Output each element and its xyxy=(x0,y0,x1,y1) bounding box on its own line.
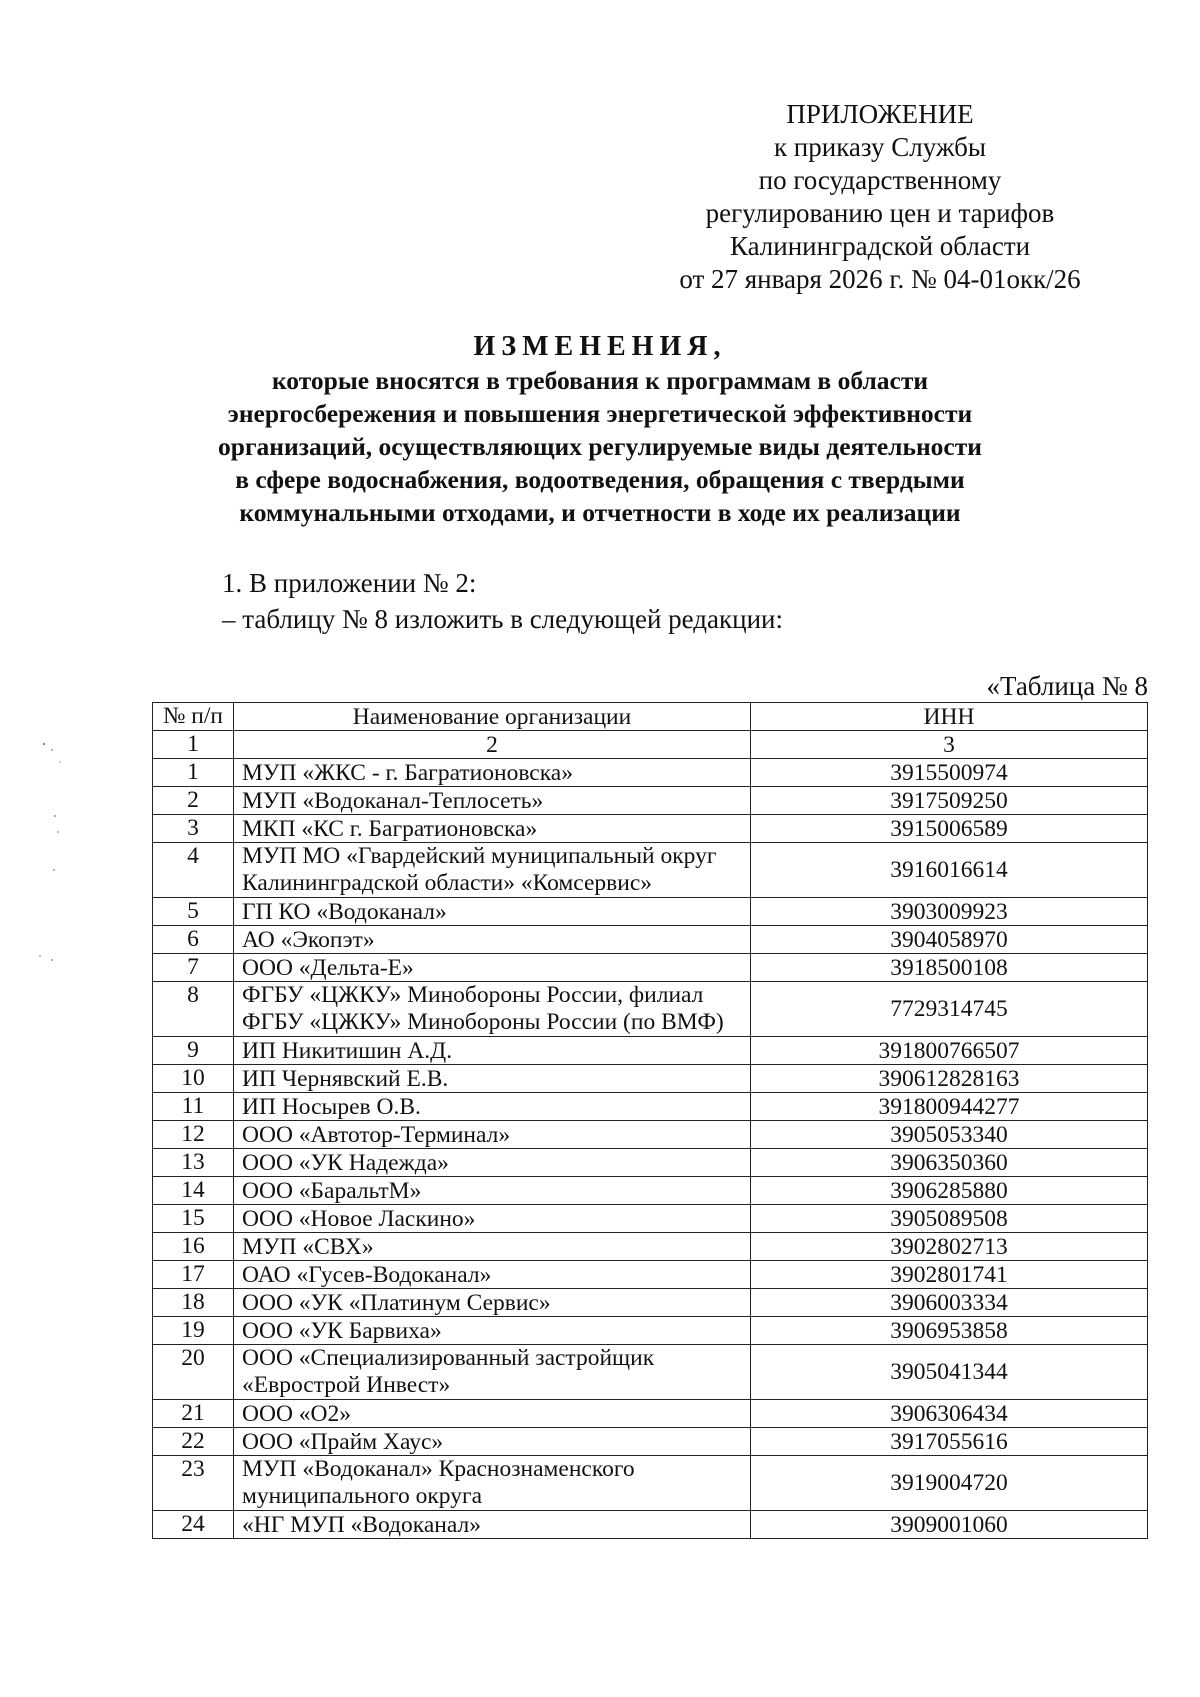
row-number-cell: 18 xyxy=(153,1289,234,1317)
organization-name-line: МУП МО «Гвардейский муниципальный округ xyxy=(242,843,717,869)
organization-name-cell xyxy=(234,1037,751,1065)
row-number-cell: 15 xyxy=(153,1205,234,1233)
row-number-cell: 21 xyxy=(153,1400,234,1428)
inn-cell: 3906350360 xyxy=(751,1149,1148,1177)
organization-name-line: МУП «Водоканал» Краснознаменского xyxy=(242,1456,635,1482)
table-row xyxy=(153,1317,1148,1345)
inn-cell: 3915006589 xyxy=(751,815,1148,843)
table-row xyxy=(153,926,1148,954)
organization-name-line: ООО «УК «Платинум Сервис» xyxy=(242,1289,551,1316)
inn-cell: 3906285880 xyxy=(751,1177,1148,1205)
header-cell-name: Наименование организации xyxy=(234,703,751,731)
table-row xyxy=(153,1205,1148,1233)
organization-name-line: Калининградской области» «Комсервис» xyxy=(242,870,653,896)
column-number-cell: 2 xyxy=(234,731,751,759)
row-number-cell: 12 xyxy=(153,1121,234,1149)
organizations-table xyxy=(152,702,1148,1539)
row-number-cell: 20 xyxy=(153,1345,234,1400)
organization-name-line: муниципального округа xyxy=(242,1483,483,1509)
organization-name-line: ГП КО «Водоканал» xyxy=(242,898,447,925)
organization-name-cell xyxy=(234,1233,751,1261)
appendix-line: к приказу Службы xyxy=(773,132,987,162)
organization-name-cell xyxy=(234,1261,751,1289)
organization-name-line: ИП Чернявский Е.В. xyxy=(242,1065,449,1092)
inn-cell: 3915500974 xyxy=(751,759,1148,787)
organization-name-line: ООО «УК Надежда» xyxy=(242,1149,449,1176)
organization-name-cell xyxy=(234,926,751,954)
row-number-cell: 14 xyxy=(153,1177,234,1205)
table-row xyxy=(153,1037,1148,1065)
inn-cell: 3905089508 xyxy=(751,1205,1148,1233)
organization-name-line: ИП Носырев О.В. xyxy=(242,1093,421,1120)
organization-name-cell xyxy=(234,1511,751,1539)
organization-name-line: ООО «УК Барвиха» xyxy=(242,1317,442,1344)
table-row xyxy=(153,1400,1148,1428)
header-cell-inn: ИНН xyxy=(751,703,1148,731)
appendix-line: ПРИЛОЖЕНИЕ xyxy=(786,99,974,129)
title-line: коммунальными отходами, и отчетности в ходе их реализации xyxy=(239,498,961,527)
organization-name-line: АО «Экопэт» xyxy=(242,926,375,953)
column-number-cell: 1 xyxy=(153,731,234,759)
row-number-cell: 19 xyxy=(153,1317,234,1345)
table-header-row xyxy=(153,703,1148,731)
row-number-cell: 2 xyxy=(153,787,234,815)
appendix-line: по государственному xyxy=(758,165,1002,195)
inn-cell: 3909001060 xyxy=(751,1511,1148,1539)
inn-cell: 3904058970 xyxy=(751,926,1148,954)
organization-name-line: ООО «Автотор-Терминал» xyxy=(242,1121,511,1148)
row-number-cell: 16 xyxy=(153,1233,234,1261)
table-row xyxy=(153,1093,1148,1121)
table-caption: «Таблица № 8 xyxy=(986,671,1148,701)
organization-name-cell xyxy=(234,759,751,787)
row-number-cell: 13 xyxy=(153,1149,234,1177)
table-row xyxy=(153,898,1148,926)
row-number-cell: 6 xyxy=(153,926,234,954)
document-title xyxy=(130,330,1070,529)
inn-cell: 3917509250 xyxy=(751,787,1148,815)
organization-name-line: ООО «Дельта-Е» xyxy=(242,954,414,981)
row-number-cell: 5 xyxy=(153,898,234,926)
appendix-line: от 27 января 2026 г. № 04-01окк/26 xyxy=(679,264,1081,294)
column-number-cell: 3 xyxy=(751,731,1148,759)
inn-cell: 3917055616 xyxy=(751,1428,1148,1456)
organization-name-line: «Еврострой Инвест» xyxy=(242,1372,451,1398)
table-row xyxy=(153,815,1148,843)
organization-name-cell xyxy=(234,787,751,815)
table-row xyxy=(153,1456,1148,1511)
organization-name-cell xyxy=(234,1205,751,1233)
inn-cell: 3905041344 xyxy=(751,1345,1148,1400)
inn-cell: 390612828163 xyxy=(751,1065,1148,1093)
inn-cell: 3905053340 xyxy=(751,1121,1148,1149)
inn-cell: 3903009923 xyxy=(751,898,1148,926)
table-row xyxy=(153,1121,1148,1149)
organization-name-cell xyxy=(234,1093,751,1121)
row-number-cell: 4 xyxy=(153,843,234,898)
organization-name-cell xyxy=(234,1177,751,1205)
inn-cell: 3919004720 xyxy=(751,1456,1148,1511)
row-number-cell: 1 xyxy=(153,759,234,787)
organization-name-line: ООО «Новое Ласкино» xyxy=(242,1205,476,1232)
title-line: в сфере водоснабжения, водоотведения, обращения с твердыми xyxy=(235,465,965,494)
row-number-cell: 9 xyxy=(153,1037,234,1065)
table-row xyxy=(153,954,1148,982)
organization-name-cell xyxy=(234,1149,751,1177)
intro-dash: – таблицу № 8 изложить в следующей редакции: xyxy=(222,604,783,634)
organization-name-line: ООО «Специализированный застройщик xyxy=(242,1345,655,1371)
organization-name-cell xyxy=(234,1400,751,1428)
table-row xyxy=(153,843,1148,898)
inn-cell: 3902802713 xyxy=(751,1233,1148,1261)
row-number-cell: 17 xyxy=(153,1261,234,1289)
table-row xyxy=(153,982,1148,1037)
table-row xyxy=(153,1289,1148,1317)
table-row xyxy=(153,1428,1148,1456)
organization-name-cell xyxy=(234,1317,751,1345)
organization-name-line: ФГБУ «ЦЖКУ» Минобороны России (по ВМФ) xyxy=(242,1009,724,1035)
organization-name-line: МУП «Водоканал-Теплосеть» xyxy=(242,787,544,814)
row-number-cell: 22 xyxy=(153,1428,234,1456)
table-row xyxy=(153,759,1148,787)
organization-name-cell xyxy=(234,898,751,926)
table-row xyxy=(153,1261,1148,1289)
organization-name-line: ООО «О2» xyxy=(242,1400,352,1427)
organization-name-cell xyxy=(234,1289,751,1317)
table-row xyxy=(153,1345,1148,1400)
inn-cell: 3906003334 xyxy=(751,1289,1148,1317)
organization-name-cell xyxy=(234,1345,751,1400)
title-main: ИЗМЕНЕНИЯ, xyxy=(473,331,727,362)
organization-name-cell xyxy=(234,815,751,843)
table-row xyxy=(153,1149,1148,1177)
title-line: энергосбережения и повышения энергетической эффективности xyxy=(227,399,973,428)
table-row xyxy=(153,1511,1148,1539)
table-row xyxy=(153,1177,1148,1205)
inn-cell: 3918500108 xyxy=(751,954,1148,982)
inn-cell: 3916016614 xyxy=(751,843,1148,898)
organization-name-line: «НГ МУП «Водоканал» xyxy=(242,1511,481,1538)
row-number-cell: 11 xyxy=(153,1093,234,1121)
appendix-line: Калининградской области xyxy=(729,231,1031,261)
intro-point: 1. В приложении № 2: xyxy=(222,568,477,598)
scan-specks xyxy=(30,740,70,970)
table-row xyxy=(153,1065,1148,1093)
table-row xyxy=(153,787,1148,815)
organization-name-line: МУП «ЖКС - г. Багратионовска» xyxy=(242,759,573,786)
organization-name-line: ООО «Прайм Хаус» xyxy=(242,1428,444,1455)
title-line: организаций, осуществляющих регулируемые виды деятельности xyxy=(218,432,982,461)
inn-cell: 391800766507 xyxy=(751,1037,1148,1065)
inn-cell: 7729314745 xyxy=(751,982,1148,1037)
inn-cell: 391800944277 xyxy=(751,1093,1148,1121)
organization-name-line: ФГБУ «ЦЖКУ» Минобороны России, филиал xyxy=(242,982,704,1008)
organization-name-cell xyxy=(234,954,751,982)
organization-name-cell xyxy=(234,1065,751,1093)
table-column-numbers-row xyxy=(153,731,1148,759)
row-number-cell: 8 xyxy=(153,982,234,1037)
organization-name-line: ООО «БаральтМ» xyxy=(242,1177,422,1204)
row-number-cell: 3 xyxy=(153,815,234,843)
header-cell-number: № п/п xyxy=(153,703,234,731)
row-number-cell: 7 xyxy=(153,954,234,982)
organization-name-line: МКП «КС г. Багратионовска» xyxy=(242,815,538,842)
appendix-header xyxy=(640,98,1120,296)
organization-name-cell xyxy=(234,1121,751,1149)
row-number-cell: 10 xyxy=(153,1065,234,1093)
appendix-line: регулированию цен и тарифов xyxy=(705,198,1055,228)
organization-name-cell xyxy=(234,843,751,898)
intro-text xyxy=(222,565,783,637)
organization-name-cell xyxy=(234,1456,751,1511)
inn-cell: 3902801741 xyxy=(751,1261,1148,1289)
row-number-cell: 23 xyxy=(153,1456,234,1511)
organization-name-line: ОАО «Гусев-Водоканал» xyxy=(242,1261,492,1288)
title-line: которые вносятся в требования к программам в области xyxy=(271,366,929,395)
row-number-cell: 24 xyxy=(153,1511,234,1539)
organization-name-cell xyxy=(234,982,751,1037)
inn-cell: 3906306434 xyxy=(751,1400,1148,1428)
organization-name-line: ИП Никитишин А.Д. xyxy=(242,1037,453,1064)
organization-name-cell xyxy=(234,1428,751,1456)
organization-name-line: МУП «СВХ» xyxy=(242,1233,374,1260)
inn-cell: 3906953858 xyxy=(751,1317,1148,1345)
table-row xyxy=(153,1233,1148,1261)
